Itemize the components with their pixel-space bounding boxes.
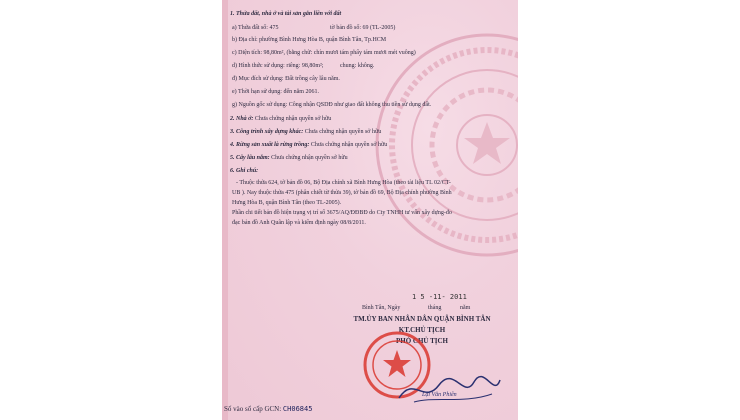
section-5	[230, 155, 348, 162]
signer-role: PHÓ CHỦ TỊCH	[396, 337, 448, 345]
usage-origin: g) Nguồn gốc sử dụng: Công nhận QSDĐ như giao đất không thu tiền sử dụng đất.	[232, 102, 432, 108]
page-edge	[222, 0, 228, 420]
registry-label: Số vào sổ cấp GCN:	[224, 405, 282, 413]
parcel-address: b) Địa chỉ: phường Bình Hưng Hòa B, quận Bình Tân, Tp.HCM	[232, 37, 387, 43]
note-line: Hưng Hòa B, quận Bình Tân (theo TL-2005).	[232, 200, 342, 206]
registry-entry	[224, 406, 312, 413]
usage-purpose: đ) Mục đích sử dụng: Đất trồng cây lâu năm.	[232, 76, 340, 82]
note-line: - Thuộc thửa 624, tờ bản đồ 06, Bộ Địa chính xã Bình Hưng Hòa (theo tài liệu TL 02/CT-	[236, 180, 451, 186]
section-6-heading: 6. Ghi chú:	[230, 168, 259, 174]
map-sheet-number: tờ bản đồ số: 69 (TL-2005)	[330, 25, 396, 31]
signer-kt: KT.CHỦ TỊCH	[398, 326, 446, 334]
section-1-heading: 1. Thửa đất, nhà ở và tài sản gắn liền với đất	[230, 11, 342, 17]
section-4-text: Chưa chứng nhận quyền sở hữu	[310, 142, 388, 148]
section-3-heading: 3. Công trình xây dựng khác:	[230, 129, 304, 135]
issuing-authority: TM.ỦY BAN NHÂN DÂN QUẬN BÌNH TÂN	[353, 315, 491, 323]
place-date-label: Bình Tân, Ngày	[362, 305, 401, 311]
usage-term: e) Thời hạn sử dụng: đến năm 2061.	[232, 89, 319, 95]
signature-scribble	[394, 370, 504, 410]
section-3	[230, 129, 381, 136]
section-5-text: Chưa chứng nhận quyền sở hữu	[271, 155, 348, 161]
section-4	[230, 142, 387, 149]
section-5-heading: 5. Cây lâu năm:	[230, 155, 270, 161]
month-label: tháng	[428, 305, 442, 311]
signer-name: Lại Văn Phiên	[422, 392, 457, 398]
drum-watermark	[372, 30, 518, 260]
note-line: UB ). Nay thuộc thửa 475 (phân chiết từ thửa 39), tờ bản đồ 69, Bộ Địa chính phường Bình	[232, 190, 452, 196]
section-2-heading: 2. Nhà ở:	[230, 116, 254, 122]
section-4-heading: 4. Rừng sản xuất là rừng trồng:	[230, 142, 310, 148]
section-3-text: Chưa chứng nhận quyền sở hữu	[304, 129, 382, 135]
registry-number: CH06845	[282, 405, 313, 413]
certificate-page	[222, 0, 518, 420]
usage-form: d) Hình thức sử dụng: riêng: 98,80m²;	[232, 63, 324, 69]
year-label: năm	[460, 305, 471, 311]
section-2	[230, 116, 331, 123]
note-line: đạc bản đồ Anh Quân lập và kiểm định ngày 08/8/2011.	[232, 220, 366, 226]
usage-common: chung: không.	[340, 63, 375, 69]
parcel-area: c) Diện tích: 98,80m², (bằng chữ: chín mươi tám phẩy tám mươi mét vuông)	[232, 50, 416, 56]
note-line: Phần chi tiết bản đồ hiện trạng vị trí số 3675/AQ/ĐĐBĐ do Cty TNHH tư vấn xây dựng-đo	[232, 210, 452, 216]
issue-date-stamp: 1 5 -11- 2011	[412, 293, 467, 301]
section-2-text: Chưa chứng nhận quyền sở hữu	[254, 116, 332, 122]
parcel-number: a) Thửa đất số: 475	[232, 25, 279, 31]
